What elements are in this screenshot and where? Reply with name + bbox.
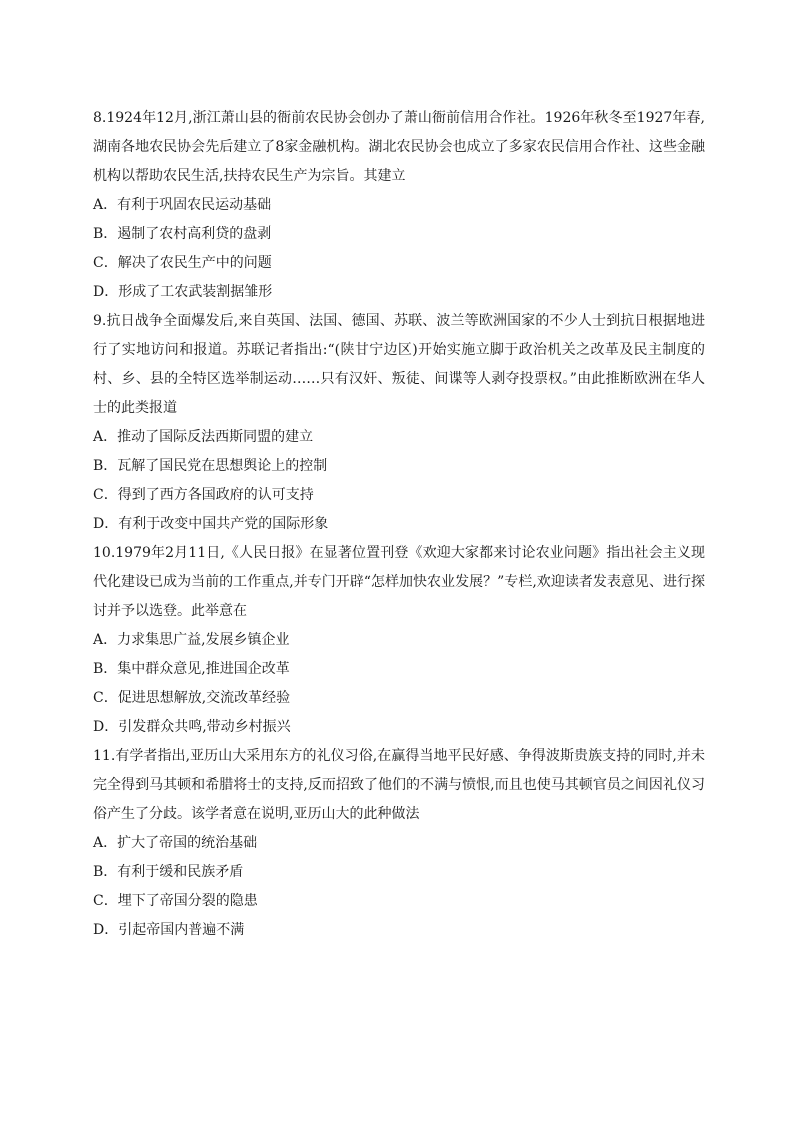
exam-page: [93, 104, 705, 945]
option-a: A．推动了国际反法西斯同盟的建立: [93, 429, 314, 445]
option-c: C．埋下了帝国分裂的隐患: [93, 893, 258, 909]
option-a: A．有利于巩固农民运动基础: [93, 197, 272, 213]
option-c: C．得到了西方各国政府的认可支持: [93, 487, 314, 503]
option-c: C．促进思想解放,交流改革经验: [93, 690, 291, 706]
option-b: B．遏制了农村高利贷的盘剥: [93, 226, 272, 242]
question-stem: 8.1924年12月,浙江萧山县的衙前农民协会创办了萧山衙前信用合作社。1926年秋冬至1927年春,湖南各地农民协会先后建立了8家金融机构。湖北农民协会也成立了多家农民信用合作社、这些金融机构以帮助农民生活,扶持农民生产为宗旨。其建立: [93, 110, 705, 184]
question-stem: 9.抗日战争全面爆发后,来自英国、法国、德国、苏联、波兰等欧洲国家的不少人士到抗日根据地进行了实地访问和报道。苏联记者指出:“(陕甘宁边区)开始实施立脚于政治机关之改革及民主制度的村、乡、县的全特区选举制运动……只有汉奸、叛徒、间谍等人剥夺投票权。”由此推断欧洲在华人士的此类报道: [93, 313, 705, 416]
option-d: D．引发群众共鸣,带动乡村振兴: [93, 719, 291, 735]
option-d: D．引起帝国内普遍不满: [93, 922, 245, 938]
question-stem: 11.有学者指出,亚历山大采用东方的礼仪习俗,在赢得当地平民好感、争得波斯贵族支持的同时,并未完全得到马其顿和希腊将士的支持,反而招致了他们的不满与愤恨,而且也使马其顿官员之间因礼仪习俗产生了分歧。该学者意在说明,亚历山大的此种做法: [93, 748, 705, 822]
option-c: C．解决了农民生产中的问题: [93, 255, 272, 271]
question-10: [93, 539, 705, 742]
option-d: D．有利于改变中国共产党的国际形象: [93, 516, 329, 532]
question-8: [93, 104, 705, 307]
option-b: B．有利于缓和民族矛盾: [93, 864, 244, 880]
question-9: [93, 307, 705, 539]
option-b: B．集中群众意见,推进国企改革: [93, 661, 290, 677]
option-a: A．力求集思广益,发展乡镇企业: [93, 632, 290, 648]
question-stem: 10.1979年2月11日,《人民日报》在显著位置刊登《欢迎大家都来讨论农业问题》指出社会主义现代化建设已成为当前的工作重点,并专门开辟“怎样加快农业发展？”专栏,欢迎读者发表意见、进行探讨并予以选登。此举意在: [93, 545, 705, 619]
option-a: A．扩大了帝国的统治基础: [93, 835, 258, 851]
option-d: D．形成了工农武装割据雏形: [93, 284, 273, 300]
question-11: [93, 742, 705, 945]
option-b: B．瓦解了国民党在思想舆论上的控制: [93, 458, 328, 474]
